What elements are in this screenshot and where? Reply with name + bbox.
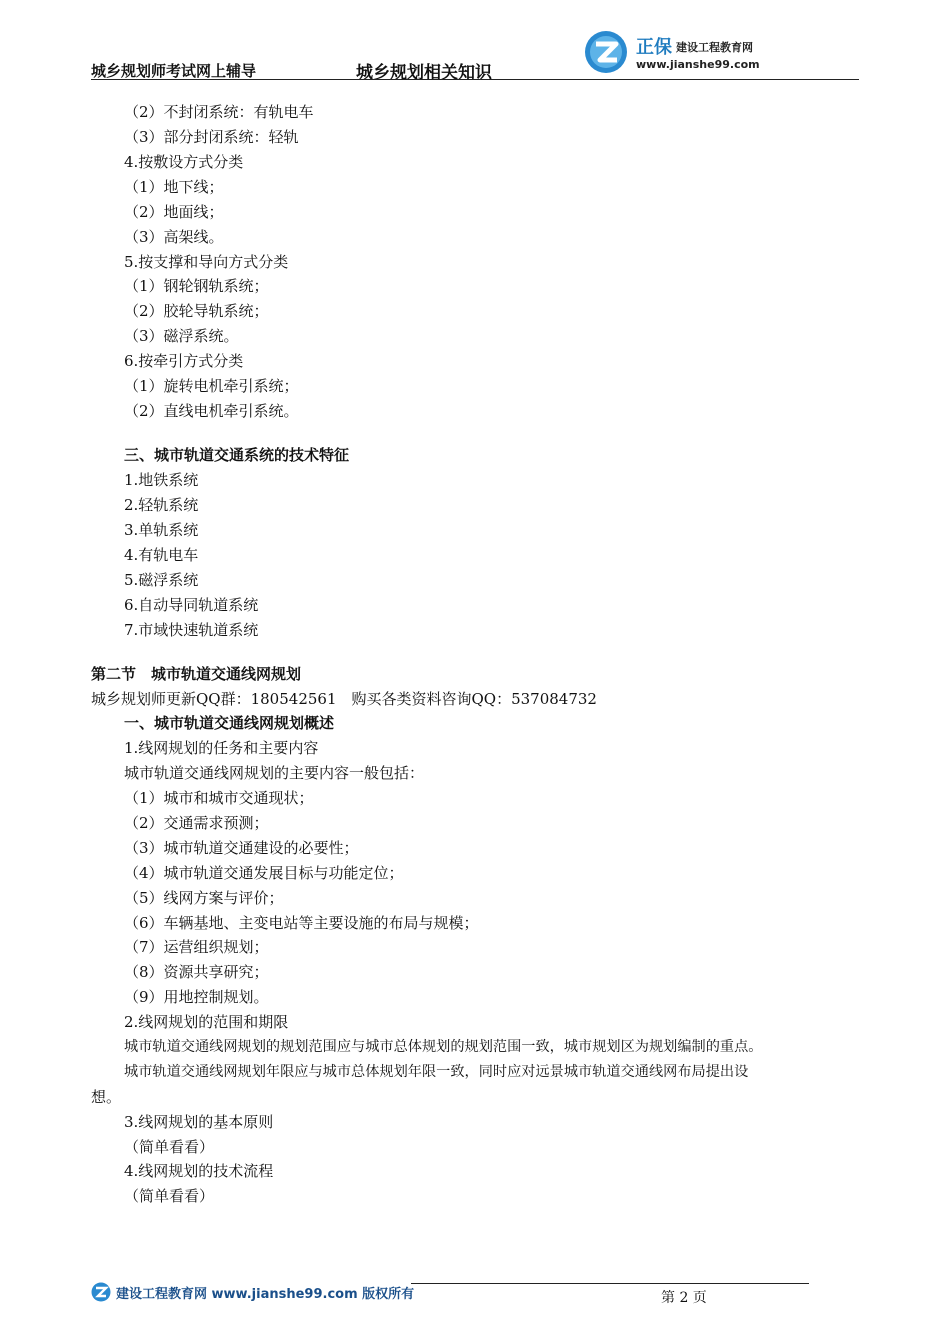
text-line: 城市轨道交通线网规划的主要内容一般包括： — [124, 764, 425, 782]
text-line: （简单看看） — [124, 1138, 215, 1156]
text-line: 6.按牵引方式分类 — [124, 352, 244, 370]
footer-divider — [411, 1283, 809, 1284]
text-line: （1）城市和城市交通现状； — [124, 789, 314, 807]
site-logo — [584, 30, 784, 76]
text-line: （1）旋转电机牵引系统； — [124, 377, 299, 395]
text-line: 城市轨道交通线网规划的规划范围应与城市总体规划的规划范围一致，城市规划区为规划编制的重点。 — [124, 1039, 763, 1055]
text-line: 1.线网规划的任务和主要内容 — [124, 739, 319, 757]
section-heading: 一、城市轨道交通线网规划概述 — [124, 714, 335, 732]
text-line: 4.线网规划的技术流程 — [124, 1162, 274, 1180]
text-line: 6.自动导同轨道系统 — [124, 596, 259, 614]
logo-subtitle: 建设工程教育网 — [676, 41, 753, 54]
text-line: 5.磁浮系统 — [124, 571, 199, 589]
text-line: （7）运营组织规划； — [124, 938, 269, 956]
page-header — [0, 0, 950, 82]
text-line: （3）部分封闭系统：轻轨 — [124, 128, 299, 146]
header-subject-title: 城乡规划相关知识 — [356, 63, 492, 83]
text-line: 想。 — [91, 1088, 122, 1106]
text-line: （2）胶轮导轨系统； — [124, 302, 269, 320]
text-line: （4）城市轨道交通发展目标与功能定位； — [124, 864, 404, 882]
header-course-title: 城乡规划师考试网上辅导 — [91, 62, 257, 80]
logo-brand: 正保 — [636, 37, 672, 58]
qq-info-line: 城乡规划师更新QQ群：180542561 购买各类资料咨询QQ：537084732 — [91, 690, 597, 708]
text-line: （3）城市轨道交通建设的必要性； — [124, 839, 359, 857]
text-line: （1）钢轮钢轨系统； — [124, 277, 269, 295]
chapter-heading: 第二节 城市轨道交通线网规划 — [91, 665, 302, 683]
text-line: （2）交通需求预测； — [124, 814, 269, 832]
header-divider — [91, 79, 859, 80]
text-line: （1）地下线； — [124, 178, 224, 196]
text-line: 5.按支撑和导向方式分类 — [124, 253, 289, 271]
text-line: （3）高架线。 — [124, 228, 224, 246]
text-line: 城市轨道交通线网规划年限应与城市总体规划年限一致，同时应对远景城市轨道交通线网布局提出设 — [124, 1064, 749, 1080]
text-line: 2.轻轨系统 — [124, 496, 199, 514]
text-line: （9）用地控制规划。 — [124, 988, 269, 1006]
page-number: 第 2 页 — [661, 1290, 707, 1306]
text-line: （2）直线电机牵引系统。 — [124, 402, 299, 420]
text-line: （3）磁浮系统。 — [124, 327, 239, 345]
logo-url: www.jianshe99.com — [636, 58, 760, 71]
text-line: （2）地面线； — [124, 203, 224, 221]
text-line: 1.地铁系统 — [124, 471, 199, 489]
text-line: 3.线网规划的基本原则 — [124, 1113, 274, 1131]
logo-z-icon — [584, 30, 628, 74]
text-line: 4.按敷设方式分类 — [124, 153, 244, 171]
text-line: （6）车辆基地、主变电站等主要设施的布局与规模； — [124, 914, 479, 932]
text-line: （简单看看） — [124, 1187, 215, 1205]
text-line: 4.有轨电车 — [124, 546, 199, 564]
text-line: （5）线网方案与评价； — [124, 889, 284, 907]
text-line: 3.单轨系统 — [124, 521, 199, 539]
text-line: （2）不封闭系统：有轨电车 — [124, 103, 314, 121]
section-heading: 三、城市轨道交通系统的技术特征 — [124, 446, 350, 464]
text-line: 2.线网规划的范围和期限 — [124, 1013, 289, 1031]
footer-copyright: 建设工程教育网 www.jianshe99.com 版权所有 — [116, 1287, 415, 1302]
text-line: 7.市域快速轨道系统 — [124, 621, 259, 639]
text-line: （8）资源共享研究； — [124, 963, 269, 981]
footer-logo-icon — [91, 1282, 111, 1302]
